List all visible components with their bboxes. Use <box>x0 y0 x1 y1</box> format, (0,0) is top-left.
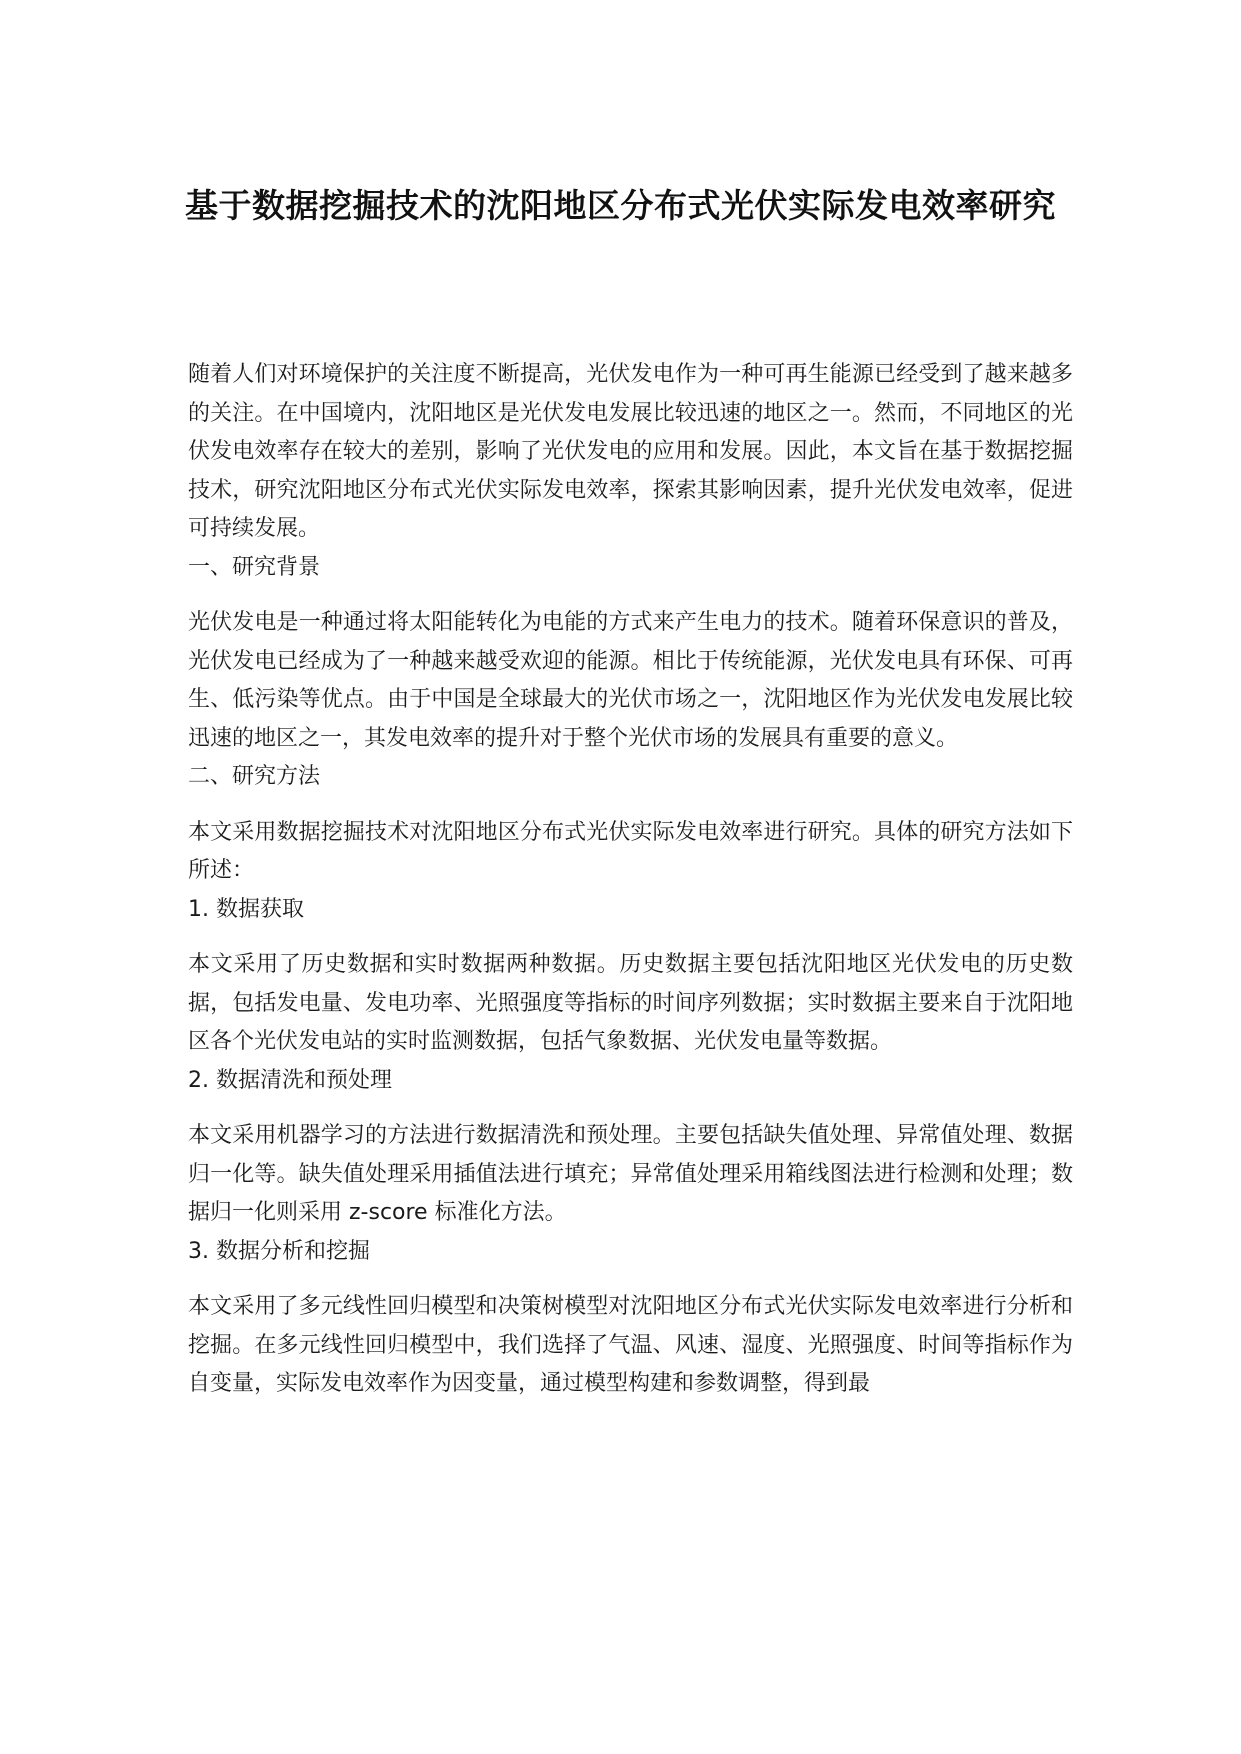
subsection-heading-data-cleaning: 2. 数据清洗和预处理 <box>188 1067 392 1093</box>
subsection-paragraph-data-acquisition: 本文采用了历史数据和实时数据两种数据。历史数据主要包括沈阳地区光伏发电的历史数据，包括发电量、发电功率、光照强度等指标的时间序列数据；实时数据主要来自于沈阳地区各个光伏发电站的实时监测数据，包括气象数据、光伏发电量等数据。 <box>188 952 1073 1054</box>
section-heading-method: 二、研究方法 <box>188 764 321 789</box>
section-paragraph-background: 光伏发电是一种通过将太阳能转化为电能的方式来产生电力的技术。随着环保意识的普及，光伏发电已经成为了一种越来越受欢迎的能源。相比于传统能源，光伏发电具有环保、可再生、低污染等优点。由于中国是全球最大的光伏市场之一，沈阳地区作为光伏发电发展比较迅速的地区之一，其发电效率的提升对于整个光伏市场的发展具有重要的意义。 <box>188 610 1073 751</box>
subsection-heading-data-acquisition: 1. 数据获取 <box>188 896 304 922</box>
intro-paragraph: 随着人们对环境保护的关注度不断提高，光伏发电作为一种可再生能源已经受到了越来越多的关注。在中国境内，沈阳地区是光伏发电发展比较迅速的地区之一。然而，不同地区的光伏发电效率存在较大的差别，影响了光伏发电的应用和发展。因此，本文旨在基于数据挖掘技术，研究沈阳地区分布式光伏实际发电效率，探索其影响因素，提升光伏发电效率，促进可持续发展。 <box>188 362 1073 541</box>
subsection-heading-data-analysis: 3. 数据分析和挖掘 <box>188 1238 370 1264</box>
document-body <box>188 356 1073 1404</box>
subsection-paragraph-data-analysis: 本文采用了多元线性回归模型和决策树模型对沈阳地区分布式光伏实际发电效率进行分析和挖掘。在多元线性回归模型中，我们选择了气温、风速、湿度、光照强度、时间等指标作为自变量，实际发电效率作为因变量，通过模型构建和参数调整，得到最 <box>188 1294 1073 1396</box>
section-paragraph-method: 本文采用数据挖掘技术对沈阳地区分布式光伏实际发电效率进行研究。具体的研究方法如下所述： <box>188 819 1073 883</box>
document-title: 基于数据挖掘技术的沈阳地区分布式光伏实际发电效率研究 <box>185 186 1056 225</box>
section-heading-background: 一、研究背景 <box>188 554 321 580</box>
subsection-paragraph-data-cleaning: 本文采用机器学习的方法进行数据清洗和预处理。主要包括缺失值处理、异常值处理、数据归一化等。缺失值处理采用插值法进行填充；异常值处理采用箱线图法进行检测和处理；数据归一化则采用 z-score 标准化方法。 <box>188 1123 1073 1225</box>
